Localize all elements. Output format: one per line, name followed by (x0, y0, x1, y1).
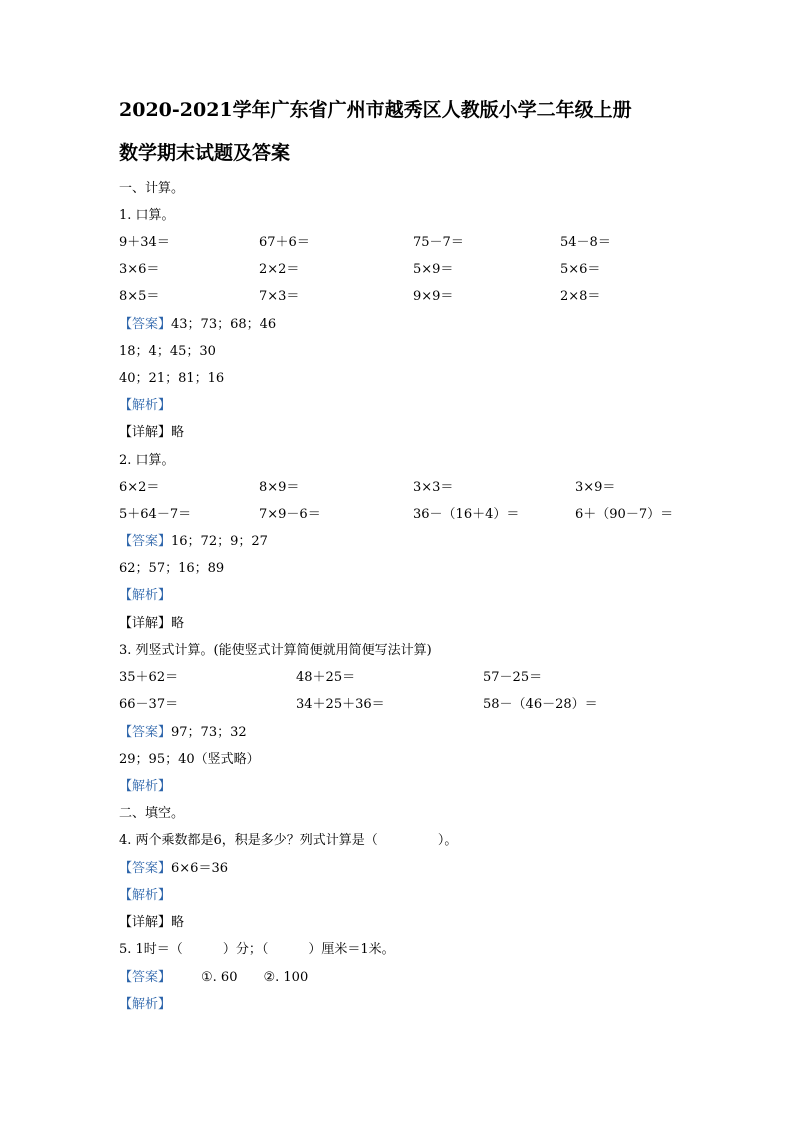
q2-problem: 3×9＝ (575, 480, 616, 495)
q1-problem: 67＋6＝ (259, 235, 310, 250)
q5-analysis-tag: 【解析】 (119, 997, 172, 1012)
q3-answer (119, 724, 247, 742)
q2-problem: 6×2＝ (119, 480, 160, 495)
q3-analysis-tag: 【解析】 (119, 779, 172, 794)
q1-problem: 3×6＝ (119, 262, 160, 277)
q4-detail (119, 914, 184, 932)
document-title-line2: 数学期末试题及答案 (119, 142, 291, 164)
q1-problem: 2×8＝ (560, 289, 601, 304)
q5-part1: 5. 1时＝（ (119, 942, 183, 957)
detail-text: 略 (171, 616, 185, 631)
q1-problem: 54－8＝ (560, 235, 611, 250)
answer-text-1: ①. 60 (201, 970, 238, 985)
q3-problem: 58－（46－28）＝ (483, 697, 598, 712)
q3-problem: 57－25＝ (483, 670, 543, 685)
detail-text: 略 (171, 915, 185, 930)
answer-tag: 【答案】 (119, 317, 172, 332)
question-3-label: 3. 列竖式计算。(能使竖式计算简便就用简便写法计算) (119, 643, 432, 658)
q1-analysis-tag: 【解析】 (119, 398, 172, 413)
question-4 (119, 832, 457, 850)
q3-problem: 35＋62＝ (119, 670, 179, 685)
q1-answer-line: 40；21；81；16 (119, 371, 225, 386)
q1-problem: 9＋34＝ (119, 235, 170, 250)
answer-tag: 【答案】 (119, 861, 172, 876)
q5-part2: ）分；（ (222, 942, 269, 957)
q1-problem: 75－7＝ (413, 235, 464, 250)
document-title-line1: 2020-2021学年广东省广州市越秀区人教版小学二年级上册 (119, 99, 632, 121)
q4-answer (119, 860, 228, 878)
q1-problem: 9×9＝ (413, 289, 454, 304)
q3-problem: 34＋25＋36＝ (296, 697, 385, 712)
q1-problem: 7×3＝ (259, 289, 300, 304)
q2-detail (119, 615, 184, 633)
q2-analysis-tag: 【解析】 (119, 588, 172, 603)
q5-part3: ）厘米＝1米。 (308, 942, 395, 957)
answer-text-2: ②. 100 (263, 970, 309, 985)
q3-problem: 66－37＝ (119, 697, 179, 712)
answer-text: 43；73；68；46 (171, 317, 277, 332)
q2-answer (119, 533, 268, 551)
q4-text-before: 4. 两个乘数都是6，积是多少？列式计算是（ (119, 833, 378, 848)
q1-problem: 5×9＝ (413, 262, 454, 277)
detail-tag: 【详解】 (119, 425, 172, 440)
q4-text-after: ）。 (437, 833, 458, 848)
q5-answer (119, 969, 308, 987)
detail-tag: 【详解】 (119, 915, 172, 930)
answer-text: 6×6＝36 (171, 861, 228, 876)
question-1-label: 1. 口算。 (119, 208, 175, 223)
answer-tag: 【答案】 (119, 534, 172, 549)
answer-text: 16；72；9；27 (171, 534, 268, 549)
q3-answer-line: 29；95；40（竖式略） (119, 752, 260, 767)
section-heading-calculation: 一、计算。 (119, 181, 185, 196)
answer-text: 97；73；32 (171, 725, 247, 740)
q2-problem: 3×3＝ (413, 480, 454, 495)
q2-problem: 36－（16＋4）＝ (413, 507, 520, 522)
detail-tag: 【详解】 (119, 616, 172, 631)
q2-answer-line: 62；57；16；89 (119, 561, 225, 576)
q1-problem: 8×5＝ (119, 289, 160, 304)
q2-problem: 5＋64－7＝ (119, 507, 192, 522)
q1-problem: 2×2＝ (259, 262, 300, 277)
q3-problem: 48＋25＝ (296, 670, 356, 685)
answer-tag: 【答案】 (119, 970, 172, 985)
section-heading-fill-in: 二、填空。 (119, 806, 185, 821)
question-5 (119, 941, 395, 959)
detail-text: 略 (171, 425, 185, 440)
q2-problem: 6＋（90－7）＝ (575, 507, 674, 522)
answer-tag: 【答案】 (119, 725, 172, 740)
q1-answer-line: 18；4；45；30 (119, 344, 216, 359)
q2-problem: 8×9＝ (259, 480, 300, 495)
q1-answer (119, 316, 276, 334)
q1-detail (119, 424, 184, 442)
q1-problem: 5×6＝ (560, 262, 601, 277)
question-2-label: 2. 口算。 (119, 453, 175, 468)
q4-analysis-tag: 【解析】 (119, 888, 172, 903)
q2-problem: 7×9－6＝ (259, 507, 321, 522)
